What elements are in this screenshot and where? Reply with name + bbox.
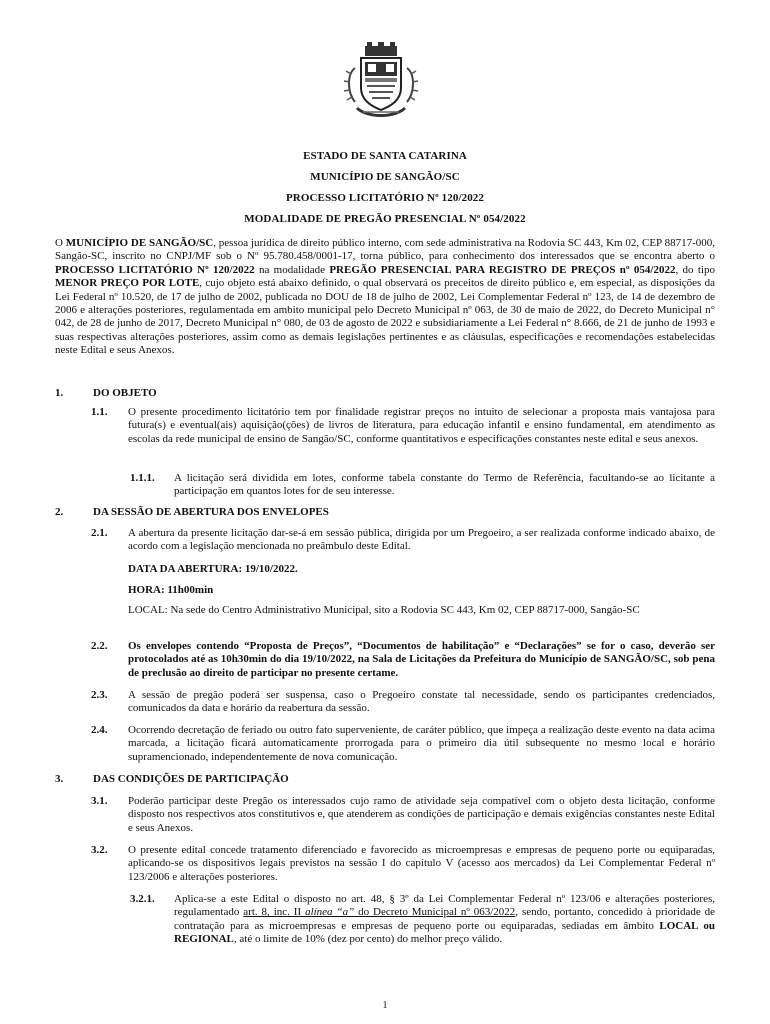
section-heading-1 bbox=[55, 387, 157, 399]
clause-number: 1.1.1. bbox=[130, 472, 155, 484]
clause-text: O presente edital concede tratamento diferenciado e favorecido as microempresas e empresas de pequeno porte ou equiparadas, aplicando-se os dispositivos legais previstos na sessão I do capítulo V (acesso aos mercados) da Lei Complementar Federal nº 123/2006 e alterações posteriores. bbox=[128, 844, 715, 883]
decree-article-reference: art. 8, inc. II bbox=[243, 906, 306, 919]
clause-text-part: Aplica-se a este Edital o disposto no art. 48, § 3º da Lei Complementar Federal nº 123/06 e alterações posteriores, regulamentado bbox=[174, 893, 715, 919]
preamble-paragraph bbox=[55, 237, 715, 358]
clause-number: 2.2. bbox=[91, 640, 108, 652]
municipal-coat-of-arms bbox=[341, 40, 421, 122]
section-title: DO OBJETO bbox=[93, 387, 157, 399]
clause-text: Poderão participar deste Pregão os interessados cujo ramo de atividade seja compatível com o objeto desta licitação, conforme disposto nos respectivos atos constitutivos e, que atenderem as condições de participação e demais exigências constantes neste Edital e seus Anexos. bbox=[128, 795, 715, 834]
clause-text: A abertura da presente licitação dar-se-á em sessão pública, dirigida por um Pregoeiro, a ser realizada conforme indicado abaixo, de acordo com a legislação mencionada no preâmbulo deste Edital. bbox=[128, 527, 715, 553]
clause-number: 3.1. bbox=[91, 795, 108, 807]
preamble-bold: PREGÃO PRESENCIAL PARA REGISTRO DE PREÇOS nº 054/2022 bbox=[329, 263, 676, 276]
preamble-text: , pessoa jurídica de direito público interno, com sede administrativa na Rodovia SC 443, Km 02, CEP 88717-000, Sangão-SC, inscrito no CNPJ/MF sob o Nº 95.780.458/0001-17, torna público, para conhecimento dos interessados que se encontra aberto o bbox=[55, 237, 715, 263]
clause-text bbox=[174, 893, 715, 947]
clause-number: 1.1. bbox=[91, 406, 108, 418]
clause-text: Ocorrendo decretação de feriado ou outro fato superveniente, de caráter público, que impeça a realização deste evento na data acima marcada, a licitação ficará automaticamente prorrogada para o primeiro dia útil subsequente no mesmo local e horário supramencionado, independentemente de nova comunicação. bbox=[128, 724, 715, 763]
section-number: 3. bbox=[55, 773, 64, 785]
clause-text: Os envelopes contendo “Proposta de Preços”, “Documentos de habilitação” e “Declarações” se for o caso, deverão ser protocolados até as 10h30min do dia 19/10/2022, na Sala de Licitações da Prefeitura do Município de SANGÃO/SC, sob pena de preclusão ao direito de participar no presente certame. bbox=[128, 640, 715, 679]
section-number: 2. bbox=[55, 506, 64, 518]
clause-bold-part: LOCAL ou REGIONAL bbox=[174, 919, 715, 946]
section-title: DA SESSÃO DE ABERTURA DOS ENVELOPES bbox=[93, 506, 329, 518]
clause-number: 2.1. bbox=[91, 527, 108, 539]
preamble-bold: PROCESSO LICITATÓRIO Nº 120/2022 bbox=[55, 263, 255, 276]
modality-heading: MODALIDADE DE PREGÃO PRESENCIAL Nº 054/2022 bbox=[244, 213, 526, 225]
page-number: 1 bbox=[382, 1000, 388, 1011]
state-heading: ESTADO DE SANTA CATARINA bbox=[303, 150, 467, 162]
clause-number: 2.4. bbox=[91, 724, 108, 736]
process-heading: PROCESSO LICITATÓRIO Nº 120/2022 bbox=[285, 192, 485, 204]
preamble-text: O bbox=[55, 237, 66, 249]
clause-text-part: , sendo, portanto, concedido à prioridade de contratação para as microempresas e empresas de pequeno porte ou equiparadas, sediadas em âmbito bbox=[174, 906, 715, 932]
preamble-bold: MUNICÍPIO DE SANGÃO/SC bbox=[65, 237, 214, 249]
clause-text: O presente procedimento licitatório tem por finalidade registrar preços no intuito de selecionar a proposta mais vantajosa para futura(s) e eventual(ais) aquisição(ções) de livros de literatura, para educação infantil e ensino fundamental, em atendimento as escolas da rede municipal de ensino de Sangão/SC, conforme quantitativos e especificações constantes neste edital e seus anexos. bbox=[128, 406, 715, 445]
clause-number: 3.2.1. bbox=[130, 893, 155, 905]
preamble-bold: MENOR PREÇO POR LOTE bbox=[55, 277, 200, 290]
clause-number: 3.2. bbox=[91, 844, 108, 856]
decree-reference: do Decreto Municipal nº 063/2022 bbox=[354, 906, 516, 919]
preamble-text: na modalidade bbox=[254, 263, 330, 276]
clause-text-part: , até o limite de 10% (dez por cento) do melhor preço válido. bbox=[233, 933, 503, 946]
opening-time: HORA: 11h00min bbox=[128, 584, 214, 596]
clause-text: A licitação será dividida em lotes, conforme tabela constante do Termo de Referência, facultando-se ao licitante a participação em quantos lotes for de seu interesse. bbox=[174, 472, 715, 498]
section-title: DAS CONDIÇÕES DE PARTICIPAÇÃO bbox=[93, 773, 289, 785]
opening-location: LOCAL: Na sede do Centro Administrativo Municipal, sito a Rodovia SC 443, Km 02, CEP 88717-000, Sangão-SC bbox=[128, 604, 640, 616]
preamble-text: , do tipo bbox=[675, 263, 715, 276]
clause-text: A sessão de pregão poderá ser suspensa, caso o Pregoeiro constate tal necessidade, sendo os participantes credenciados, comunicados da data e horário da reabertura da sessão. bbox=[128, 689, 715, 715]
opening-date: DATA DA ABERTURA: 19/10/2022. bbox=[128, 563, 298, 575]
clause-number: 2.3. bbox=[91, 689, 108, 701]
section-number: 1. bbox=[55, 387, 64, 399]
section-heading-2 bbox=[55, 506, 329, 518]
preamble-text: , cujo objeto está abaixo definido, o qual observará os preceitos de direito público e, em especial, as disposições da Lei Federal nº 10.520, de 17 de julho de 2002, publicada no DOU de 18 de julho de 2002, Lei Complementar Federal nº 123, de 14 de dezembro de 2006 e alterações posteriores, regulamentada em ambito municipal pelo Decreto Municipal nº 063, de 30 de maio de 2022, do Decreto Municipal n° 042, de 28 de junho de 2017, Decreto Municipal n° 080, de 03 de agosto de 2022 e subsidiariamente a Lei Federal n° 8.666, de 21 de junho de 1993 e suas respectivas alterações posteriores, assim como as demais legislações pertinentes e as cláusulas, especificações e recomendações estabelecidas neste Edital e seus Anexos. bbox=[55, 277, 715, 357]
municipality-heading: MUNICÍPIO DE SANGÃO/SC bbox=[310, 171, 460, 183]
decree-paragraph-reference: alínea “a” bbox=[305, 906, 355, 919]
section-heading-3 bbox=[55, 773, 289, 785]
